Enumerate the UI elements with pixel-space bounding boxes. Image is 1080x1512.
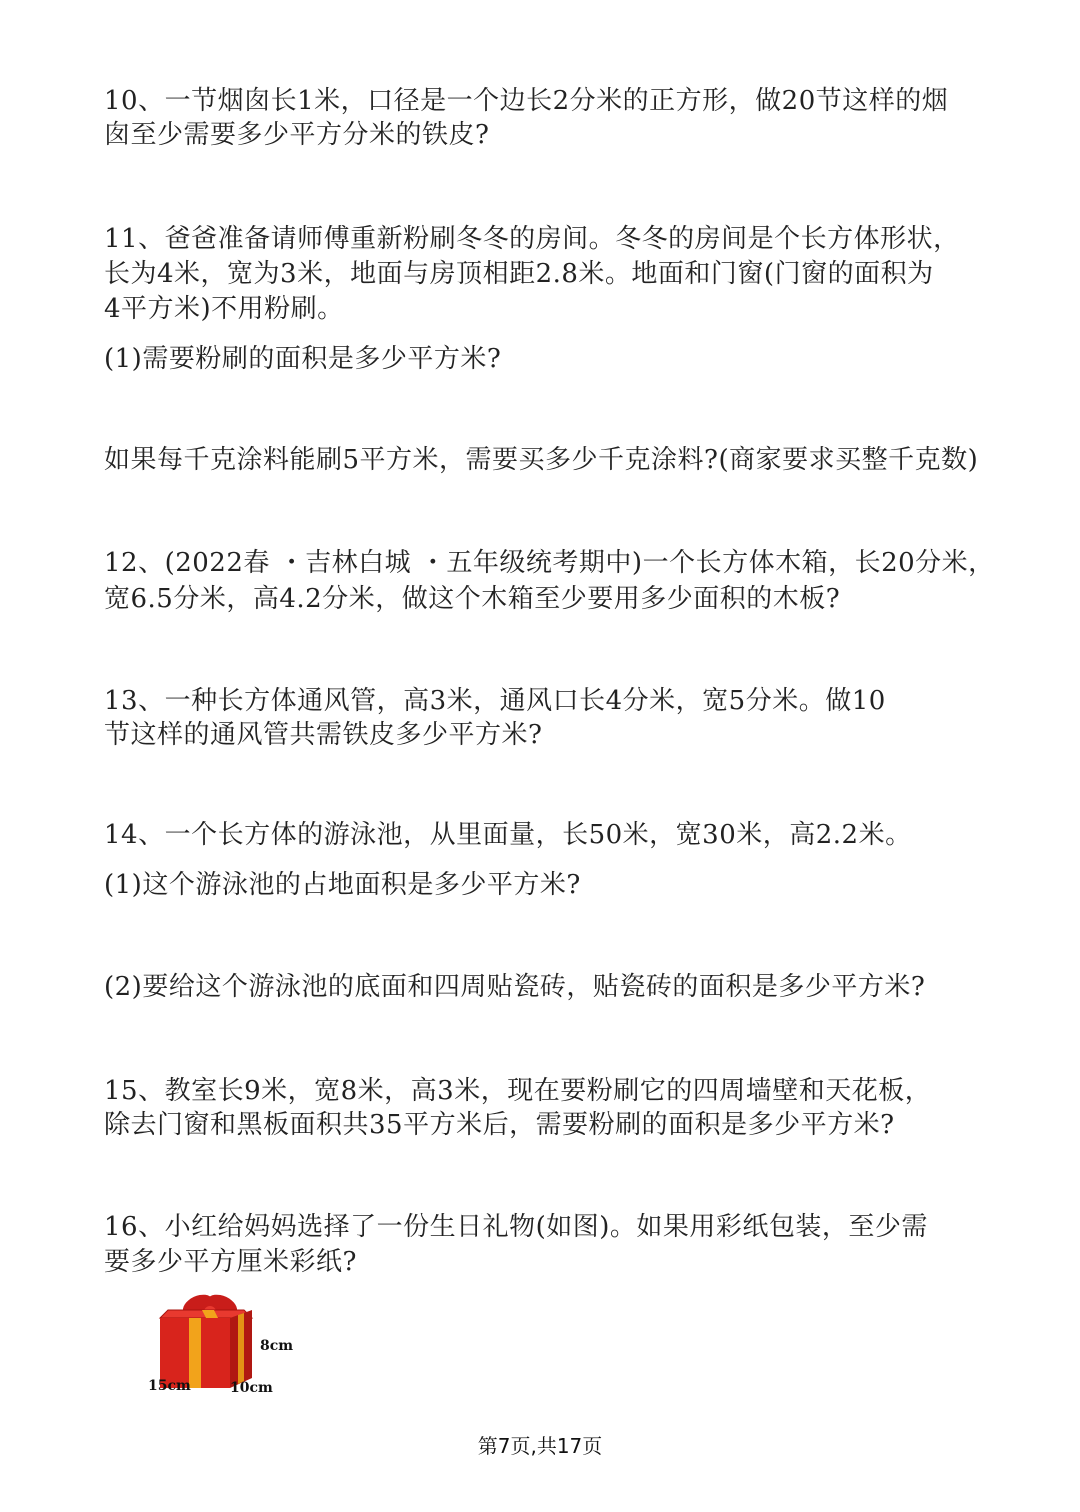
problem-15-line-2: 除去门窗和黑板面积共35平方米后，需要粉刷的面积是多少平方米?: [104, 1110, 895, 1140]
problem-13-line-2: 节这样的通风管共需铁皮多少平方米?: [104, 720, 543, 750]
gift-box-figure: [140, 1290, 340, 1410]
width-label: 10cm: [230, 1380, 273, 1396]
problem-11-line-2: 长为4米，宽为3米，地面与房顶相距2.8米。地面和门窗(门窗的面积为: [104, 259, 934, 289]
problem-12-line-1: 12、(2022春 ・吉林白城 ・五年级统考期中)一个长方体木箱，长20分米，: [104, 548, 995, 578]
problem-11-question-1: (1)需要粉刷的面积是多少平方米?: [104, 344, 502, 374]
problem-14-question-1: (1)这个游泳池的占地面积是多少平方米?: [104, 870, 581, 900]
problem-11-line-3: 4平方米)不用粉刷。: [104, 294, 344, 324]
problem-10-line-2: 囱至少需要多少平方分米的铁皮?: [104, 120, 490, 150]
problem-13-line-1: 13、一种长方体通风管，高3米，通风口长4分米，宽5分米。做10: [104, 686, 886, 716]
problem-16-line-1: 16、小红给妈妈选择了一份生日礼物(如图)。如果用彩纸包装，至少需: [104, 1212, 928, 1242]
problem-11-line-1: 11、爸爸准备请师傅重新粉刷冬冬的房间。冬冬的房间是个长方体形状，: [104, 224, 960, 254]
page-number: 第7页,共17页: [477, 1434, 603, 1458]
height-label: 8cm: [260, 1338, 294, 1354]
problem-16-line-2: 要多少平方厘米彩纸?: [104, 1247, 357, 1277]
problem-14-question-2: (2)要给这个游泳池的底面和四周贴瓷砖，贴瓷砖的面积是多少平方米?: [104, 972, 926, 1002]
problem-11-question-2: 如果每千克涂料能刷5平方米，需要买多少千克涂料?(商家要求买整千克数): [104, 445, 979, 475]
problem-14-line-1: 14、一个长方体的游泳池，从里面量，长50米，宽30米，高2.2米。: [104, 820, 912, 850]
problem-12-line-2: 宽6.5分米，高4.2分米，做这个木箱至少要用多少面积的木板?: [104, 584, 841, 614]
problem-10-line-1: 10、一节烟囱长1米，口径是一个边长2分米的正方形，做20节这样的烟: [104, 86, 949, 116]
problem-15-line-1: 15、教室长9米，宽8米，高3米，现在要粉刷它的四周墙壁和天花板，: [104, 1076, 932, 1106]
length-label: 15cm: [148, 1378, 191, 1394]
